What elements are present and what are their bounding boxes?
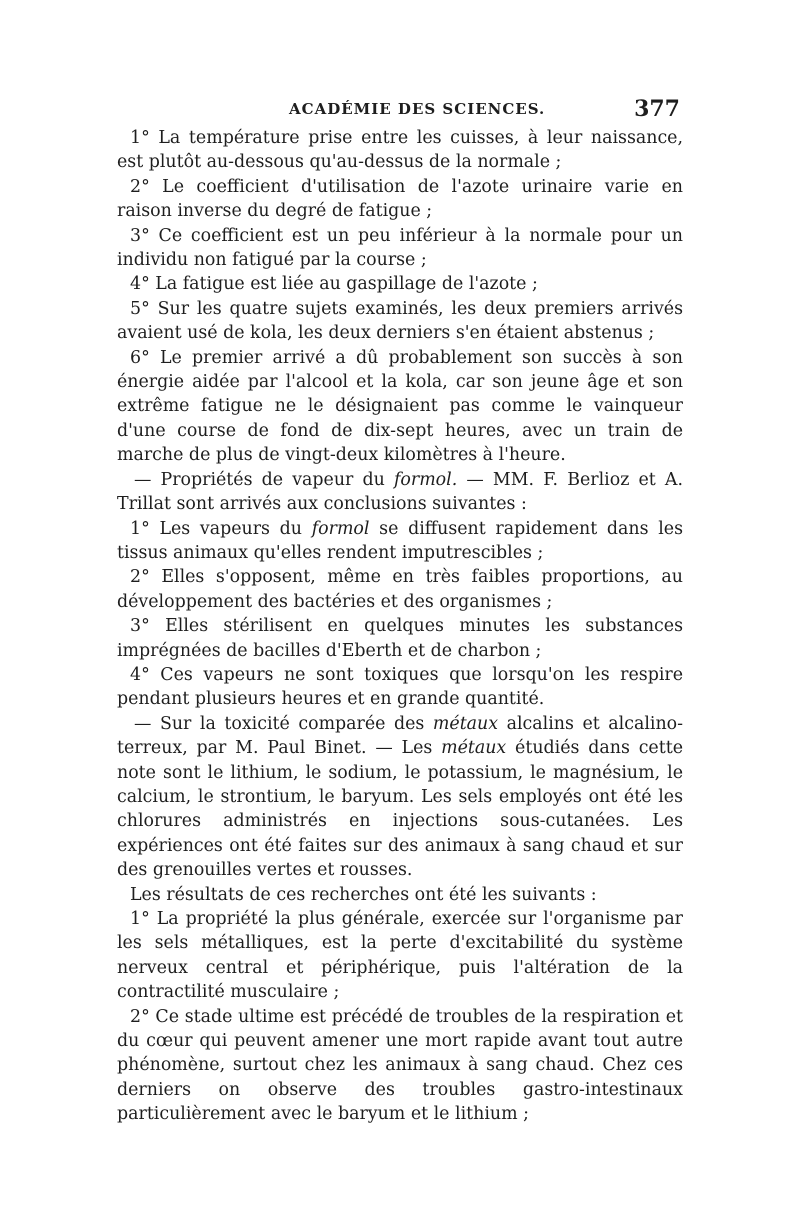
paragraph-fatigue-azote: 4° La fatigue est liée au gaspillage de l'azote ; [130, 274, 538, 295]
paragraph-results-intro: Les résultats de ces recherches ont été les suivants : [130, 884, 597, 905]
italic-run: formol [311, 518, 370, 539]
paragraph-excitability: 1° La propriété la plus générale, exercée sur l'organisme par les sels métalliques, est la perte d'excitabilité du système nerveux central et périphérique, puis l'altération de la contractilité musculaire ; [117, 909, 683, 1003]
paragraph-bacteria: 2° Elles s'opposent, même en très faibles proportions, au développement des bactéries et des organismes ; [117, 567, 683, 612]
text-run: — Sur la toxicité comparée des [134, 713, 433, 734]
paragraph-toxic-vapors: 4° Ces vapeurs ne sont toxiques que lorsqu'on les respire pendant plusieurs heures et en grande quantité. [117, 664, 683, 710]
italic-run: métaux [432, 713, 499, 734]
paragraph-formol-heading [117, 468, 683, 517]
body-text [117, 126, 683, 1127]
running-head [117, 96, 680, 126]
paragraph-temperature: 1° La température prise entre les cuisses, à leur naissance, est plutôt au-dessous qu'au-dessus de la normale ; [117, 128, 683, 173]
italic-run: métaux [441, 738, 507, 759]
paragraph-coefficient-normal: 3° Ce coefficient est un peu inférieur à la normale pour un individu non fatigué par la course ; [117, 225, 683, 271]
text-run: alcalins et alcalino-terreux, par M. Paul Binet. — Les [117, 713, 683, 759]
paragraph-first-arrival: 6° Le premier arrivé a dû probablement son succès à son énergie aidée par l'alcool et la kola, car son jeune âge et son extrême fatigue ne le désignaient pas comme le vainqueur d'une course de fond de dix-sept heures, avec un train de marche de plus de vingt-deux kilomètres à l'heure. [117, 347, 683, 466]
paragraph-respiration: 2° Ce stade ultime est précédé de troubles de la respiration et du cœur qui peuvent amener une mort rapide avant tout autre phénomène, surtout chez les animaux à sang chaud. Chez ces derniers on observe des troubles gastro-intestinaux particulièrement avec le baryum et le lithium ; [117, 1006, 683, 1125]
text-run: — MM. F. Berlioz et A. Trillat sont arrivés aux conclusions suivantes : [117, 469, 683, 515]
text-run: se diffusent rapidement dans les tissus animaux qu'elles rendent imputrescibles ; [117, 518, 684, 563]
paragraph-kola: 5° Sur les quatre sujets examinés, les deux premiers arrivés avaient usé de kola, les deux derniers s'en étaient abstenus ; [117, 298, 683, 344]
page-number: 377 [634, 96, 680, 122]
text-run: étudiés dans cette note sont le lithium, le sodium, le potassium, le magnésium, le calcium, le strontium, le baryum. Les sels employés ont été les chlorures administrés en injections sous-cutanées. Les expériences ont été faites sur des animaux à sang chaud et sur des grenouilles vertes et rousses. [117, 738, 683, 881]
text-run: 1° Les vapeurs du [130, 518, 312, 539]
paragraph-sterilize: 3° Elles stérilisent en quelques minutes les substances imprégnées de bacilles d'Eberth et de charbon ; [117, 616, 683, 661]
paragraph-formol-diffusion [117, 517, 683, 566]
italic-run: formol. [393, 469, 458, 490]
paragraph-metal-toxicity [117, 712, 683, 883]
running-title: ACADÉMIE DES SCIENCES. [289, 100, 546, 118]
paragraph-azote-coefficient: 2° Le coefficient d'utilisation de l'azote urinaire varie en raison inverse du degré de fatigue ; [117, 176, 683, 222]
text-run: — Propriétés de vapeur du [134, 469, 394, 490]
